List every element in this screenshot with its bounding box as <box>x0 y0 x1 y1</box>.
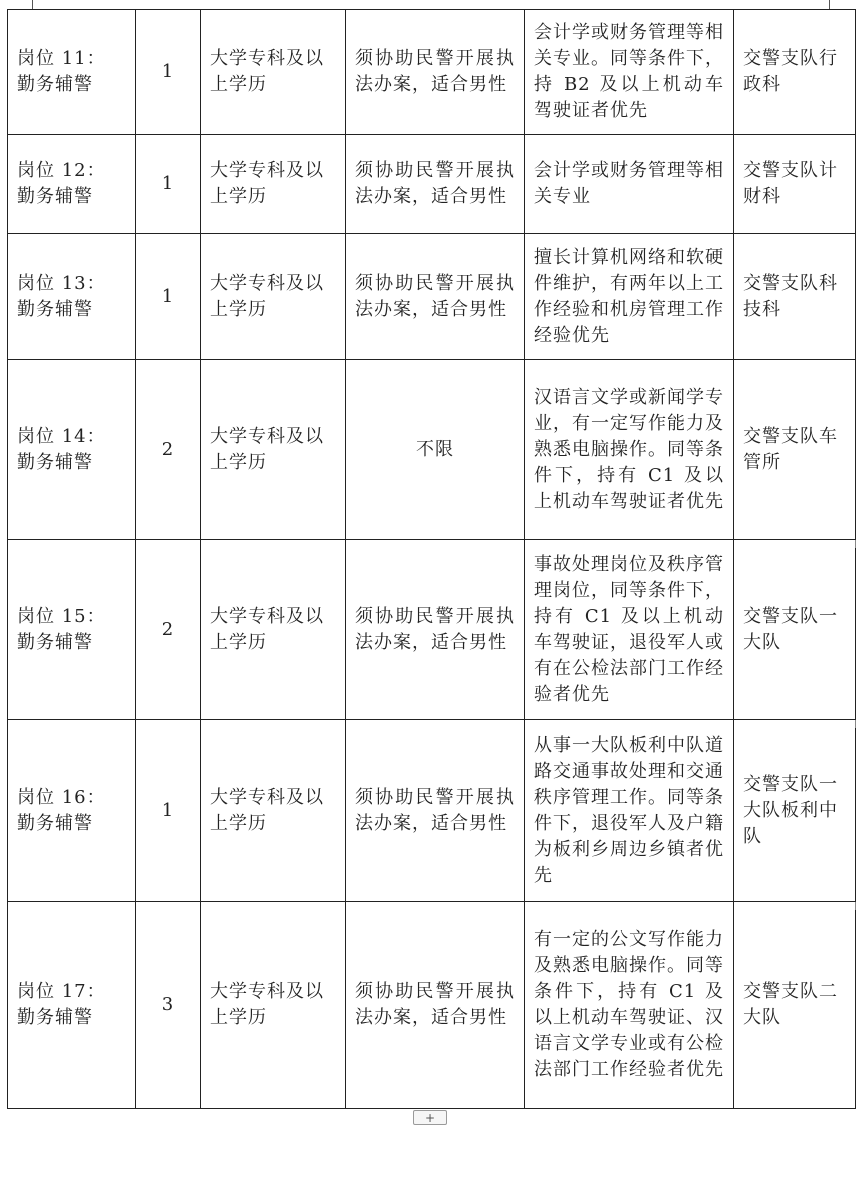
education-cell[interactable]: 大学专科及以上学历 <box>201 360 346 540</box>
count-cell[interactable]: 1 <box>136 720 201 902</box>
table-row <box>8 234 856 360</box>
post-cell[interactable]: 岗位 17： 勤务辅警 <box>8 902 136 1109</box>
count-cell[interactable]: 1 <box>136 135 201 234</box>
education-cell[interactable]: 大学专科及以上学历 <box>201 902 346 1109</box>
major-requirement-cell[interactable]: 有一定的公文写作能力及熟悉电脑操作。同等条件下，持有 C1 及以上机动车驾驶证、汉语言文学专业或有公检法部门工作经验者优先 <box>525 902 734 1109</box>
education-cell[interactable]: 大学专科及以上学历 <box>201 135 346 234</box>
other-requirement-cell[interactable]: 须协助民警开展执法办案，适合男性 <box>346 10 525 135</box>
unit-cell[interactable]: 交警支队科技科 <box>734 234 856 360</box>
count-cell[interactable]: 2 <box>136 540 201 720</box>
table-edge-marker <box>855 720 859 728</box>
table-row <box>8 10 856 135</box>
education-cell[interactable]: 大学专科及以上学历 <box>201 10 346 135</box>
other-requirement-cell[interactable]: 须协助民警开展执法办案，适合男性 <box>346 135 525 234</box>
count-cell[interactable]: 1 <box>136 234 201 360</box>
table-row <box>8 540 856 720</box>
post-cell[interactable]: 岗位 12： 勤务辅警 <box>8 135 136 234</box>
other-requirement-cell[interactable]: 须协助民警开展执法办案，适合男性 <box>346 902 525 1109</box>
count-cell[interactable]: 1 <box>136 10 201 135</box>
education-cell[interactable]: 大学专科及以上学历 <box>201 540 346 720</box>
unit-cell[interactable]: 交警支队计财科 <box>734 135 856 234</box>
unit-cell[interactable]: 交警支队一大队 <box>734 540 856 720</box>
other-requirement-cell[interactable]: 不限 <box>346 360 525 540</box>
job-positions-table <box>7 9 856 1109</box>
major-requirement-cell[interactable]: 会计学或财务管理等相关专业。同等条件下，持 B2 及以上机动车驾驶证者优先 <box>525 10 734 135</box>
count-cell[interactable]: 3 <box>136 902 201 1109</box>
post-cell[interactable]: 岗位 11： 勤务辅警 <box>8 10 136 135</box>
post-cell[interactable]: 岗位 16： 勤务辅警 <box>8 720 136 902</box>
table-row <box>8 360 856 540</box>
major-requirement-cell[interactable]: 会计学或财务管理等相关专业 <box>525 135 734 234</box>
other-requirement-cell[interactable]: 须协助民警开展执法办案，适合男性 <box>346 540 525 720</box>
count-cell[interactable]: 2 <box>136 360 201 540</box>
major-requirement-cell[interactable]: 事故处理岗位及秩序管理岗位，同等条件下，持有 C1 及以上机动车驾驶证，退役军人或有在公检法部门工作经验者优先 <box>525 540 734 720</box>
major-requirement-cell[interactable]: 从事一大队板利中队道路交通事故处理和交通秩序管理工作。同等条件下，退役军人及户籍为板利乡周边乡镇者优先 <box>525 720 734 902</box>
post-cell[interactable]: 岗位 15： 勤务辅警 <box>8 540 136 720</box>
post-cell[interactable]: 岗位 14： 勤务辅警 <box>8 360 136 540</box>
unit-cell[interactable]: 交警支队一大队板利中队 <box>734 720 856 902</box>
table-row <box>8 902 856 1109</box>
major-requirement-cell[interactable]: 擅长计算机网络和软硬件维护，有两年以上工作经验和机房管理工作经验优先 <box>525 234 734 360</box>
add-row-button[interactable]: + <box>413 1110 447 1125</box>
table-edge-marker <box>855 902 859 910</box>
table-edge-marker <box>855 540 859 548</box>
unit-cell[interactable]: 交警支队二大队 <box>734 902 856 1109</box>
major-requirement-cell[interactable]: 汉语言文学或新闻学专业，有一定写作能力及熟悉电脑操作。同等条件下，持有 C1 及以上机动车驾驶证者优先 <box>525 360 734 540</box>
education-cell[interactable]: 大学专科及以上学历 <box>201 720 346 902</box>
unit-cell[interactable]: 交警支队行政科 <box>734 10 856 135</box>
table-row <box>8 135 856 234</box>
other-requirement-cell[interactable]: 须协助民警开展执法办案，适合男性 <box>346 234 525 360</box>
post-cell[interactable]: 岗位 13： 勤务辅警 <box>8 234 136 360</box>
education-cell[interactable]: 大学专科及以上学历 <box>201 234 346 360</box>
other-requirement-cell[interactable]: 须协助民警开展执法办案，适合男性 <box>346 720 525 902</box>
unit-cell[interactable]: 交警支队车管所 <box>734 360 856 540</box>
table-row <box>8 720 856 902</box>
